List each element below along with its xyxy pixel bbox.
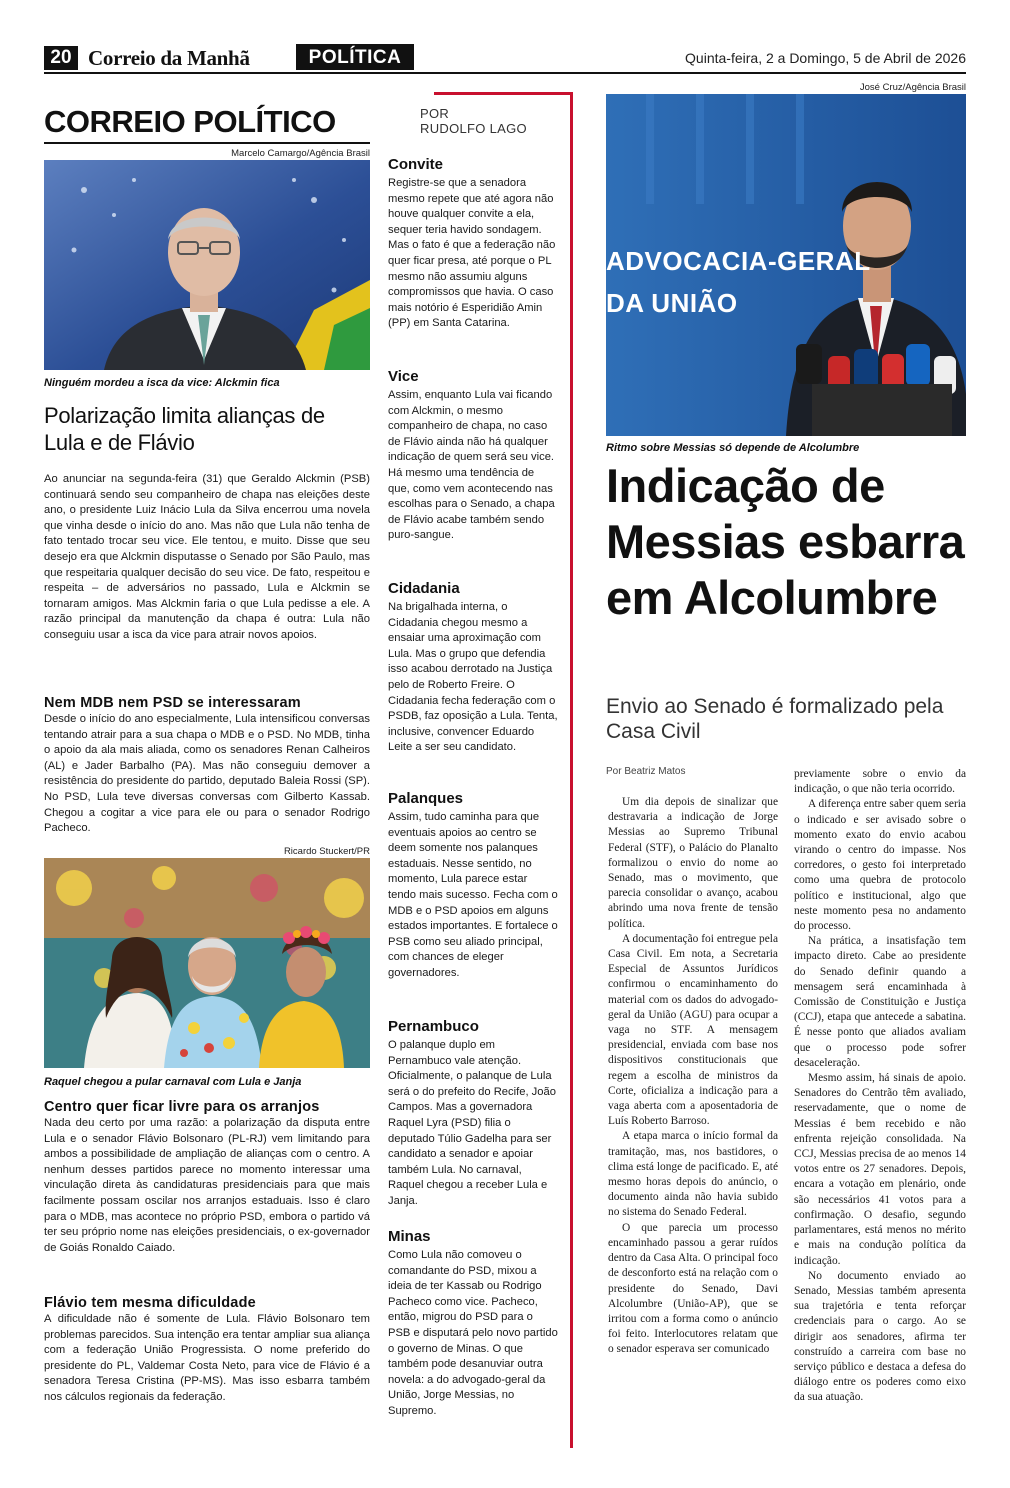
note-body: O palanque duplo em Pernambuco vale atenção. Oficialmente, o palanque de Lula será o do prefeito do Recife, João Campos. Mas a governadora Raquel Lyra (PSD) filia o deputado Túlio Gadelha para ser candidato a senador e apoiar também Lula. No carnaval, Raquel chegou a receber Lula e Janja.: [388, 1039, 556, 1207]
photo-caption: Ninguém mordeu a isca da vice: Alckmin fica: [44, 377, 280, 389]
byline-author: RUDOLFO LAGO: [420, 121, 527, 136]
note-title: Cidadania: [388, 580, 460, 597]
photo-caption: Ritmo sobre Messias só depende de Alcolumbre: [606, 442, 860, 454]
note-body: Na brigalhada interna, o Cidadania chegou mesmo a ensaiar uma aproximação com Lula. Mas o grupo que defendia isso acabou derrotado na Justiça pelo de Roberto Freire. O Cidadania fecha federação com o PSDB, faz oposição a Lula. Tenta, inclusive, convencer Eduardo Leite a ser seu candidato.: [388, 601, 558, 754]
story-headline: Polarização limita alianças de Lula e de Flávio: [44, 403, 325, 455]
note-title: Convite: [388, 156, 444, 173]
edition-date: Quinta-feira, 2 a Domingo, 5 de Abril de 2026: [685, 50, 966, 66]
subsection-body: A dificuldade não é somente de Lula. Flávio Bolsonaro tem problemas parecidos. Sua intenção era tentar ampliar sua aliança com a federação União Progressista. O nome preferido do presidente do PL, Valdemar Costa Neto, para vice de Flávio é a senadora Teresa Cristina (PP-MS). Mas isso esbarra também nos cálculos regionais da federação.: [44, 1313, 370, 1403]
paragraph: A documentação foi entregue pela Casa Civil. Em nota, a Secretaria Especial de Assuntos Jurídicos confirmou o encaminhamento do material com os dados do advogado-geral da União (AGU) para ocupar a vaga no STF. A mensagem presidencial, enviada com base nos dispositivos constitucionais que regem a escolha de ministros da Corte, oficializa a indicação para a vaga aberta com a aposentadoria de Luís Roberto Barroso.: [608, 932, 778, 1128]
paragraph: Na prática, a insatisfação tem impacto direto. Cabe ao presidente do Senado definir quando a mensagem será encaminhada à Comissão de Constituição e Justiça (CCJ), etapa que antecede a sabatina. É nesse ponto que aliados avaliam que o processo pode sofrer desaceleração.: [794, 935, 966, 1069]
note-body: Registre-se que a senadora mesmo repete que até agora não houve qualquer convite a ela, sequer teria havido sondagem. Mas o fato é que a federação não quer ficar presa, até porque o PL mesmo não assumiu alguns compromissos que havia. O caso mais notório é Esperidião Amin (PP) em Santa Catarina.: [388, 177, 556, 330]
note-minas: [388, 1228, 558, 1420]
alckmin-photo: [44, 160, 370, 370]
note-vice: [388, 368, 558, 544]
note-title: Minas: [388, 1228, 431, 1245]
subsection-mdb: [44, 694, 370, 837]
main-headline: Indicação de Messias esbarra em Alcolumbre: [606, 459, 965, 624]
column-divider: [570, 92, 573, 1448]
paragraph: O que parecia um processo encaminhado passou a gerar ruídos dentro da Casa Alta. O principal foco de desconforto está na relação com o presidente do Senado, Davi Alcolumbre (União-AP), que se irritou com a forma como o anúncio foi feito. Interlocutores relatam que o senador esperava ser comunicado: [608, 1221, 778, 1356]
paragraph: A diferença entre saber quem seria o indicado e ser avisado sobre o momento exato do envio acabou virando o centro do impasse. Nos corredores, o gesto foi interpretado como uma quebra de protocolo político e institucional, algo que neste momento pesa no andamento do processo.: [794, 798, 966, 933]
newspaper-name: Correio da Manhã: [88, 46, 250, 70]
subsection-body: Desde o início do ano especialmente, Lula intensificou conversas tentando atrair para a sua chapa o MDB e o PSD. No MDB, tinha o apoio da ala mais aliada, como os senadores Renan Calheiros (AL) e Jader Barbalho (PA). Mas não conseguiu demover a resistência do presidente do partido, deputado Baleia Rossi (SP). No PSD, Lula teve diversas conversas com Gilberto Kassab. Chegou a cogitar a vice para ele ou para o senador Rodrigo Pacheco.: [44, 713, 370, 835]
main-byline: Por Beatriz Matos: [606, 766, 686, 777]
header-rule: [44, 72, 966, 74]
note-body: Assim, tudo caminha para que eventuais apoios ao centro se deem somente nos palanques estaduais. Nesse sentido, no momento, Lula parece estar tendo mais sucesso. Fecha com o MDB e o PSD apoios em alguns estados importantes. E fortalece o PSB como seu aliado principal, com chances de eleger governadores.: [388, 811, 558, 979]
subsection-flavio: [44, 1294, 370, 1406]
note-title: Pernambuco: [388, 1018, 479, 1035]
note-convite: [388, 156, 558, 332]
main-body-column-2: [794, 767, 966, 1406]
column-byline: [420, 106, 527, 136]
paragraph: Um dia depois de sinalizar que destravaria a indicação de Jorge Messias ao Supremo Tribunal Federal (STF), o Palácio do Planalto formalizou o envio do nome ao Senado, mas o movimento, que parecia consolidar o avanço, acabou abrindo uma nova frente de tensão política.: [608, 796, 778, 930]
note-palanques: [388, 790, 558, 982]
subsection-title: Centro quer ficar livre para os arranjos: [44, 1099, 320, 1115]
note-body: Como Lula não comoveu o comandante do PSD, mixou a ideia de ter Kassab ou Rodrigo Pacheco como vice. Pacheco, então, migrou do PSD para o PSB e disputará pelo novo partido o governo de Minas. O que também pode desanuviar outra novela: a do advogado-geral da União, Jorge Messias, no Supremo.: [388, 1249, 558, 1417]
main-deck: Envio ao Senado é formalizado pela Casa Civil: [606, 695, 944, 743]
note-pernambuco: [388, 1018, 558, 1210]
photo-credit: Ricardo Stuckert/PR: [283, 846, 370, 857]
note-cidadania: [388, 580, 558, 756]
photo-credit: Marcelo Camargo/Agência Brasil: [231, 148, 370, 159]
messias-photo: [606, 94, 966, 436]
carnival-photo: [44, 858, 370, 1068]
column-top-rule: [434, 92, 573, 95]
note-title: Palanques: [388, 790, 464, 807]
main-body-column-1: [608, 795, 778, 1358]
paragraph: A etapa marca o início formal da tramitação, mas, nos bastidores, o clima está longe de pacificado. E, até mesmo horas depois do anúncio, o documento ainda não havia subido no sistema do Senado Federal.: [608, 1130, 778, 1219]
paragraph: previamente sobre o envio da indicação, o que não teria ocorrido.: [794, 768, 966, 796]
agu-sign-line2: DA UNIÃO: [606, 288, 738, 318]
note-body: Assim, enquanto Lula vai ficando com Alckmin, o mesmo companheiro de chapa, no caso de Flávio ainda não há qualquer indicação de quem será seu vice. Há mesmo uma tendência de que, como vem acontecendo nas escolhas para o Senado, a chapa de Flávio acabe também sendo puro-sangue.: [388, 389, 555, 542]
photo-caption: Raquel chegou a pular carnaval com Lula e Janja: [44, 1076, 302, 1088]
paragraph: Mesmo assim, há sinais de apoio. Senadores do Centrão têm avaliado, reservadamente, que o nome de Messias é bem recebido e não enfrenta rejeição consolidada. Na CCJ, Messias precisa de ao menos 14 votos entre os 27 senadores. Depois, encara a votação em plenário, onde são necessários 41 votos para a confirmação. O desafio, segundo parlamentares, está menos no mérito e mais na condução política da indicação.: [794, 1072, 966, 1267]
paragraph: No documento enviado ao Senado, Messias também apresenta sua trajetória e tenta reforçar credenciais para o cargo. Ao se dirigir aos senadores, afirma ter construído a carreira com base no serviço público e destaca a defesa do diálogo entre os poderes como eixo da sua atuação.: [794, 1269, 966, 1404]
title-rule: [44, 142, 370, 144]
subsection-body: Nada deu certo por uma razão: a polarização da disputa entre Lula e o senador Flávio Bolsonaro (PL-RJ) vem limitando para ambos a possibilidade de ampliação de alianças com o centro. A nenhum desses partidos parece no momento interessar uma vinculação direta às candidaturas presidenciais para que mais facilmente possam oscilar nos arranjos estaduais. Isso é claro para o MDB, mas acontece no próprio PSD, embora o partido vá ter seu próprio nome nas eleições presidenciais, o ex-governador de Goiás Ronaldo Caiado.: [44, 1117, 370, 1254]
photo-credit: José Cruz/Agência Brasil: [859, 82, 966, 93]
subsection-title: Flávio tem mesma dificuldade: [44, 1295, 256, 1311]
section-label: POLÍTICA: [296, 44, 414, 70]
subsection-title: Nem MDB nem PSD se interessaram: [44, 695, 301, 711]
story-body: Ao anunciar na segunda-feira (31) que Geraldo Alckmin (PSB) continuará sendo seu companheiro de chapa nas eleições deste ano, o presidente Luiz Inácio Lula da Silva encerrou uma novela que vinha desde o início do ano. Mas não que Lula não tenha de fato tentado trocar seu vice. Ele tentou, e muito. Disse que seu desejo era que Alckmin disputasse o Senado por São Paulo, mas que respeitaria qualquer decisão do seu vice. De fato, respeitou e respeita – de adversários no passado, Lula e Alckmin se tornaram amigos. Mas Alckmin faria o que Lula pedisse a ele. A razão principal da manutenção da chapa é outra: Lula não conseguiu usar a isca da vice para atrair novos apoios.: [44, 473, 370, 641]
agu-sign-line1: ADVOCACIA-GERAL: [606, 246, 871, 276]
byline-por: POR: [420, 106, 450, 121]
subsection-centro: [44, 1098, 370, 1256]
note-title: Vice: [388, 368, 419, 385]
page-number: 20: [44, 46, 78, 70]
column-title: CORREIO POLÍTICO: [44, 104, 336, 139]
